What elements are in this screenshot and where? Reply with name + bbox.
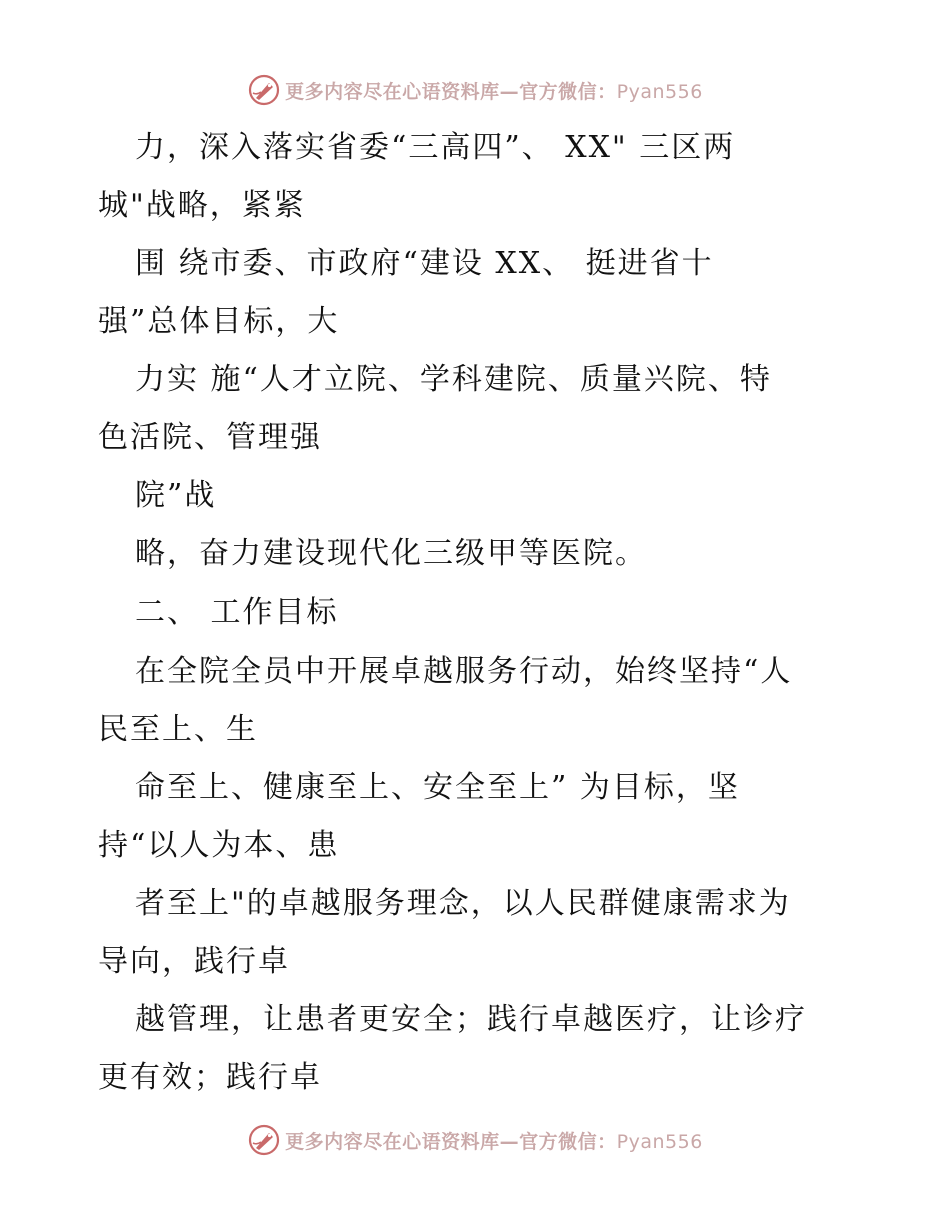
footer-watermark-text: 更多内容尽在心语资料库—官方微信：Pyan556 <box>285 1130 703 1153</box>
text-line: 民至上、生 <box>98 712 258 747</box>
pen-nib-logo-icon <box>247 1123 281 1157</box>
text-line: 力实 施“人才立院、学科建院、质量兴院、特 <box>135 362 772 397</box>
text-line: 城"战略，紧紧 <box>98 188 306 223</box>
text-line: 在全院全员中开展卓越服务行动，始终坚持“人 <box>135 654 793 689</box>
header-watermark-text: 更多内容尽在心语资料库—官方微信：Pyan556 <box>285 80 703 103</box>
text-line: 略，奋力建设现代化三级甲等医院。 <box>135 536 647 571</box>
text-line: 导向，践行卓 <box>98 944 290 979</box>
footer-watermark-banner <box>0 1120 950 1160</box>
text-line: 者至上"的卓越服务理念，以人民群健康需求为 <box>135 886 791 921</box>
text-line: 围 绕市委、市政府“建设 XX、 挺进省十 <box>135 246 714 281</box>
text-line: 力，深入落实省委“三高四”、 XX" 三区两 <box>135 130 736 165</box>
text-line: 命至上、健康至上、安全至上” 为目标，坚 <box>135 770 740 805</box>
text-line: 色活院、管理强 <box>98 420 322 455</box>
text-line: 院”战 <box>135 478 217 513</box>
text-line: 越管理，让患者更安全；践行卓越医疗，让诊疗 <box>135 1002 807 1037</box>
section-heading: 二、 工作目标 <box>135 595 339 630</box>
text-line: 持“以人为本、患 <box>98 828 340 863</box>
text-line: 强”总体目标，大 <box>98 304 340 339</box>
text-line: 更有效；践行卓 <box>98 1060 322 1095</box>
